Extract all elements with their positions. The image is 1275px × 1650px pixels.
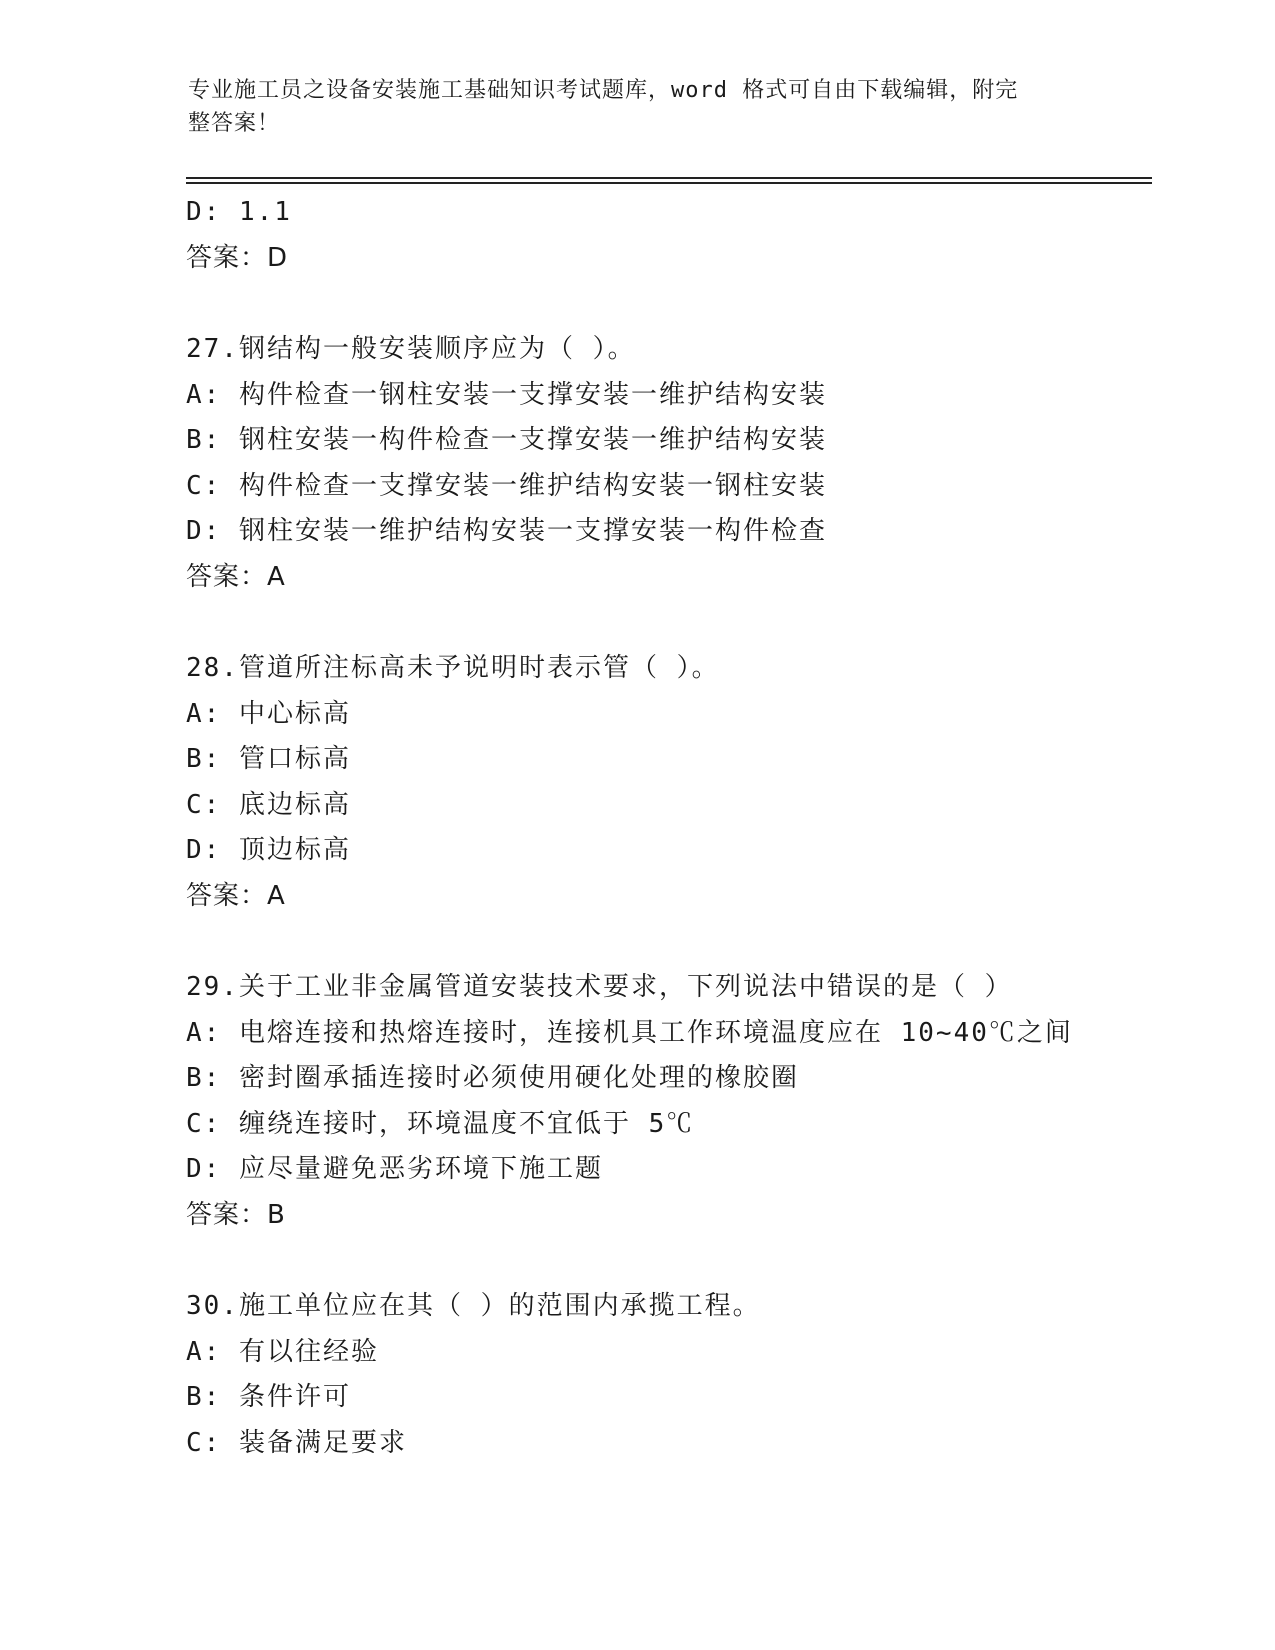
document-header (188, 74, 1068, 140)
previous-question-tail (186, 190, 1146, 281)
option-a: A: 有以往经验 (186, 1336, 379, 1367)
option-c: C: 缠绕连接时，环境温度不宜低于 5℃ (186, 1108, 695, 1139)
header-line-1: 专业施工员之设备安装施工基础知识考试题库，word 格式可自由下载编辑，附完 (188, 78, 1019, 103)
option-b: B: 钢柱安装一构件检查一支撑安装一维护结构安装 (186, 425, 827, 455)
header-divider-bottom (186, 182, 1152, 184)
question-29 (186, 965, 1146, 1238)
header-divider-top (186, 177, 1152, 179)
question-stem: 30.施工单位应在其（ ）的范围内承揽工程。 (186, 1291, 761, 1321)
option-d: D: 顶边标高 (186, 835, 351, 865)
spacer (186, 1238, 1146, 1284)
option-a: A: 中心标高 (186, 698, 351, 729)
question-stem: 29.关于工业非金属管道安装技术要求，下列说法中错误的是（ ） (186, 972, 1013, 1002)
question-stem: 28.管道所注标高未予说明时表示管（ ）。 (186, 653, 720, 683)
option-d: D: 1.1 (186, 197, 292, 227)
spacer (186, 281, 1146, 327)
option-c: C: 构件检查一支撑安装一维护结构安装一钢柱安装 (186, 470, 827, 501)
option-c: C: 装备满足要求 (186, 1427, 407, 1458)
answer-line: 答案：A (186, 880, 286, 911)
option-b: B: 条件许可 (186, 1382, 351, 1412)
answer-line: 答案：D (186, 242, 289, 273)
option-c: C: 底边标高 (186, 789, 351, 820)
option-a: A: 电熔连接和热熔连接时，连接机具工作环境温度应在 10~40℃之间 (186, 1017, 1073, 1048)
question-content (186, 190, 1146, 1466)
option-d: D: 钢柱安装一维护结构安装一支撑安装一构件检查 (186, 516, 827, 546)
spacer (186, 600, 1146, 646)
question-27 (186, 327, 1146, 600)
option-b: B: 密封圈承插连接时必须使用硬化处理的橡胶圈 (186, 1063, 799, 1093)
spacer (186, 919, 1146, 965)
question-stem: 27.钢结构一般安装顺序应为（ ）。 (186, 334, 636, 364)
question-30 (186, 1284, 1146, 1466)
header-line-2: 整答案！ (188, 111, 281, 136)
answer-line: 答案：A (186, 561, 286, 592)
question-28 (186, 646, 1146, 919)
option-b: B: 管口标高 (186, 744, 351, 774)
answer-line: 答案：B (186, 1199, 286, 1230)
option-d: D: 应尽量避免恶劣环境下施工题 (186, 1154, 603, 1184)
option-a: A: 构件检查一钢柱安装一支撑安装一维护结构安装 (186, 379, 827, 410)
